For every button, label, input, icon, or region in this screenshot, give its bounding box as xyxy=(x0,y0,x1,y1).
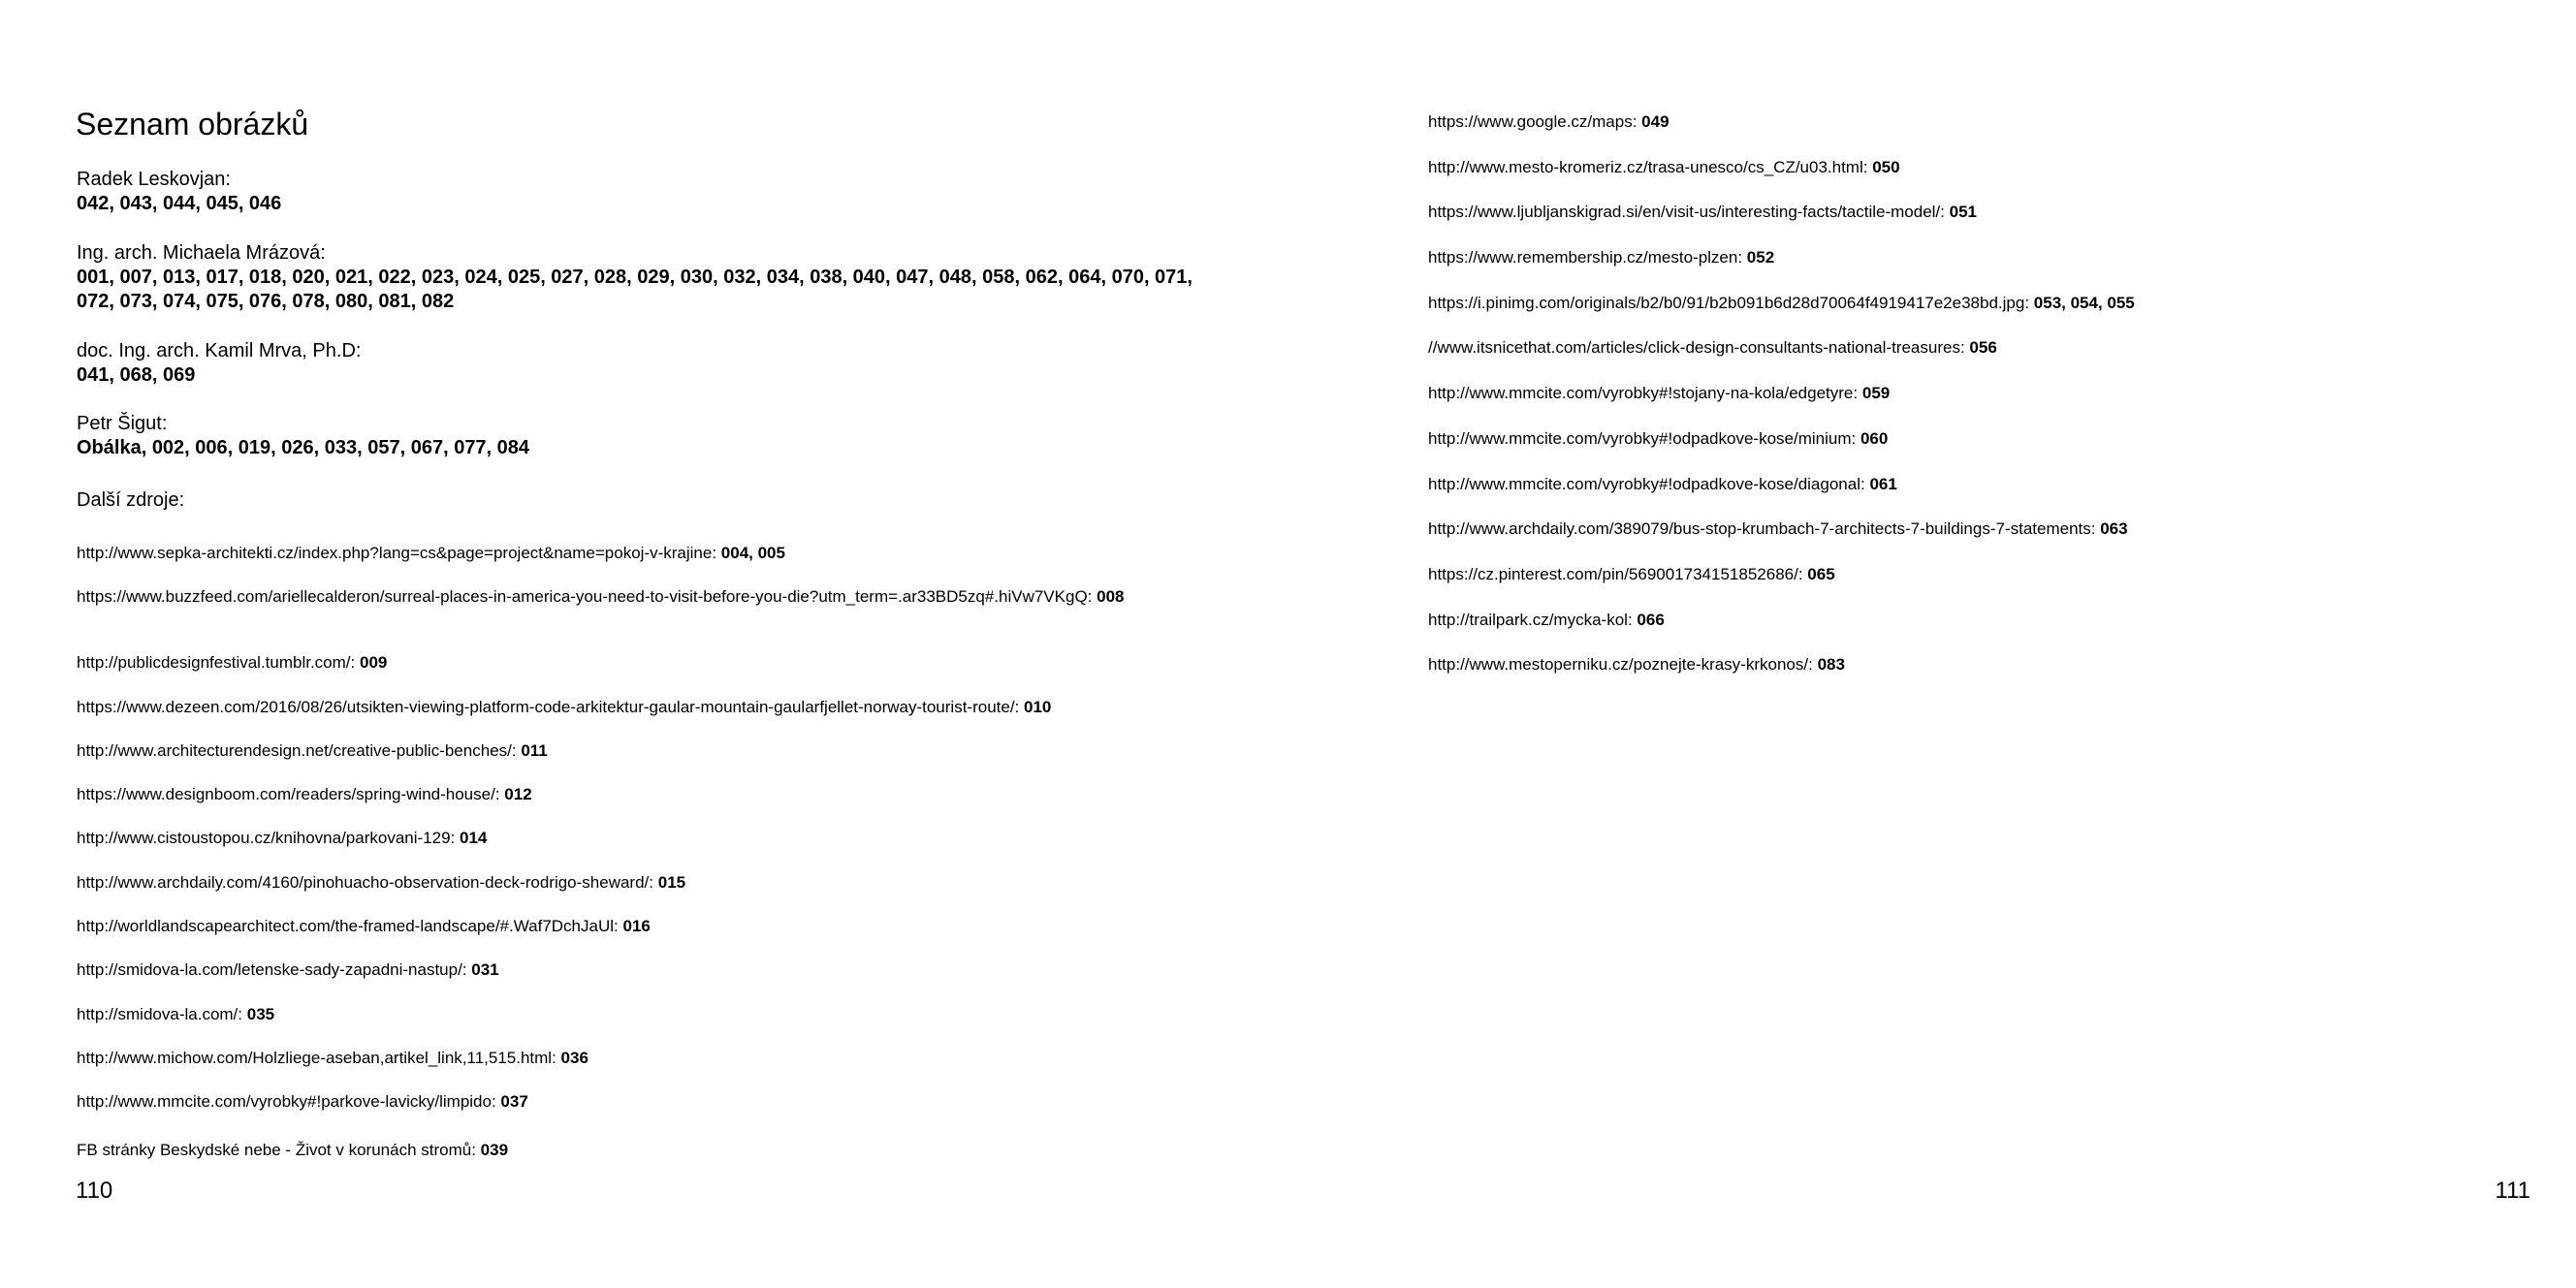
credit-name: Petr Šigut: xyxy=(77,413,168,434)
source-item xyxy=(1428,336,2543,382)
source-refs: 083 xyxy=(1817,655,1845,675)
source-item xyxy=(77,1047,1221,1090)
source-item xyxy=(77,827,1221,870)
source-url: https://i.pinimg.com/originals/b2/b0/91/b2b091b6d28d70064f4919417e2e38bd.jpg: xyxy=(1428,293,2030,312)
credit-name: Radek Leskovjan: xyxy=(77,169,231,190)
source-url: https://www.designboom.com/readers/spring-wind-house/: xyxy=(77,785,500,804)
source-refs: 037 xyxy=(500,1092,528,1112)
source-item xyxy=(77,585,1221,651)
source-refs: 012 xyxy=(504,785,532,804)
source-item xyxy=(77,1139,1221,1182)
source-url: https://cz.pinterest.com/pin/569001734151852686/: xyxy=(1428,564,1803,583)
source-item xyxy=(1428,653,2543,699)
right-page xyxy=(1288,0,2576,1288)
source-url: http://www.mesto-kromeriz.cz/trasa-unesco/cs_CZ/u03.html: xyxy=(1428,157,1868,176)
source-item xyxy=(1428,473,2543,518)
credit-numbers: 041, 068, 069 xyxy=(77,364,196,386)
source-refs: 050 xyxy=(1872,157,1900,176)
credit-entry xyxy=(77,339,1221,388)
source-url: http://www.archdaily.com/4160/pinohuacho-observation-deck-rodrigo-sheward/: xyxy=(77,872,653,892)
source-refs: 063 xyxy=(2100,519,2128,539)
source-url: http://www.mmcite.com/vyrobky#!odpadkove-kose/diagonal: xyxy=(1428,474,1865,493)
source-refs: 015 xyxy=(657,872,686,892)
source-item xyxy=(1428,110,2543,156)
source-refs: 008 xyxy=(1097,587,1125,607)
source-item xyxy=(1428,246,2543,292)
credit-name: doc. Ing. arch. Kamil Mrva, Ph.D: xyxy=(77,340,362,361)
source-item xyxy=(77,739,1221,783)
source-url: http://www.mmcite.com/vyrobky#!parkove-lavicky/limpido: xyxy=(77,1092,496,1112)
source-url: http://www.sepka-architekti.cz/index.php?lang=cs&page=project&name=pokoj-v-krajine: xyxy=(77,544,717,562)
source-url: http://www.cistoustopou.cz/knihovna/parkovani-129: xyxy=(77,829,456,848)
source-refs: 016 xyxy=(622,917,651,936)
source-refs: 035 xyxy=(246,1004,275,1023)
source-refs: 036 xyxy=(560,1048,588,1067)
source-refs: 052 xyxy=(1746,248,1775,267)
source-item xyxy=(77,783,1221,827)
page-number-left: 110 xyxy=(76,1178,113,1204)
source-refs: 010 xyxy=(1024,697,1052,716)
source-refs: 061 xyxy=(1869,474,1897,493)
source-item xyxy=(1428,609,2543,654)
source-item xyxy=(77,915,1221,958)
source-url: http://www.mestoperniku.cz/poznejte-krasy-krkonos/: xyxy=(1428,655,1813,675)
source-refs: 059 xyxy=(1861,384,1891,403)
source-url: //www.itsnicethat.com/articles/click-design-consultants-national-treasures: xyxy=(1428,338,1965,358)
source-url: http://trailpark.cz/mycka-kol: xyxy=(1428,610,1633,629)
source-item xyxy=(77,958,1221,1002)
source-item xyxy=(77,1090,1221,1134)
credit-name: Ing. arch. Michaela Mrázová: xyxy=(77,242,326,264)
source-refs: 014 xyxy=(460,829,488,848)
source-item xyxy=(77,1003,1221,1047)
page-title: Seznam obrázků xyxy=(76,107,309,141)
page-number-right: 111 xyxy=(2495,1178,2530,1204)
source-item xyxy=(1428,156,2543,202)
source-item xyxy=(1428,518,2543,563)
source-url: https://www.buzzfeed.com/ariellecalderon/surreal-places-in-america-you-need-to-visit-before-you-die?utm_term=.ar33BD5zq#.hiVw7VKgQ: xyxy=(77,587,1093,607)
source-item xyxy=(1428,292,2543,337)
source-refs: 060 xyxy=(1860,428,1889,448)
credit-entry xyxy=(77,241,1221,314)
source-refs: 031 xyxy=(471,960,499,980)
source-refs: 056 xyxy=(1969,338,1997,358)
source-url: http://smidova-la.com/: xyxy=(77,1004,243,1023)
sources-heading: Další zdroje: xyxy=(77,489,185,511)
source-refs: 009 xyxy=(359,653,388,673)
source-url: http://www.mmcite.com/vyrobky#!odpadkove-kose/minium: xyxy=(1428,428,1857,448)
source-refs: 053, 054, 055 xyxy=(2033,293,2135,312)
source-refs: 049 xyxy=(1641,112,1670,131)
source-url: http://www.archdaily.com/389079/bus-stop-krumbach-7-architects-7-buildings-7-statements: xyxy=(1428,519,2096,539)
sources-list-left xyxy=(77,542,1221,1182)
source-url: http://smidova-la.com/letenske-sady-zapadni-nastup/: xyxy=(77,960,467,980)
source-url: https://www.remembership.cz/mesto-plzen: xyxy=(1428,248,1743,267)
source-item xyxy=(1428,382,2543,427)
source-item xyxy=(77,542,1221,585)
source-item xyxy=(77,696,1221,739)
source-url: https://www.google.cz/maps: xyxy=(1428,112,1638,131)
credit-numbers: Obálka, 002, 006, 019, 026, 033, 057, 067, 077, 084 xyxy=(77,437,530,458)
sources-list-right xyxy=(1428,110,2543,699)
source-refs: 066 xyxy=(1637,610,1665,629)
source-url: http://publicdesignfestival.tumblr.com/: xyxy=(77,653,356,673)
source-item xyxy=(77,651,1221,695)
source-refs: 065 xyxy=(1807,564,1835,583)
source-refs: 039 xyxy=(480,1140,509,1159)
source-url: https://www.ljubljanskigrad.si/en/visit-us/interesting-facts/tactile-model/: xyxy=(1428,203,1945,222)
credit-numbers: 042, 043, 044, 045, 046 xyxy=(77,193,282,214)
credit-entry xyxy=(77,412,1221,460)
credit-numbers: 001, 007, 013, 017, 018, 020, 021, 022, 023, 024, 025, 027, 028, 029, 030, 032, 034, 038, 040, 047, 048, 058, 062, 064, 070, 071, 072, 073, 074, 075, 076, 078, 080, 081, 082 xyxy=(77,267,1193,312)
source-item xyxy=(1428,563,2543,609)
source-refs: 011 xyxy=(521,740,548,760)
source-item xyxy=(1428,427,2543,473)
source-refs: 004, 005 xyxy=(720,544,785,562)
source-item xyxy=(77,871,1221,915)
source-url: FB stránky Beskydské nebe - Život v korunách stromů: xyxy=(77,1140,476,1159)
credit-entry xyxy=(77,168,1221,216)
source-url: https://www.dezeen.com/2016/08/26/utsikten-viewing-platform-code-arkitektur-gaular-mountain-gaularfjellet-norway-tourist-route/: xyxy=(77,697,1020,716)
source-url: http://www.architecturendesign.net/creative-public-benches/: xyxy=(77,740,517,760)
source-url: http://www.mmcite.com/vyrobky#!stojany-na-kola/edgetyre: xyxy=(1428,384,1859,403)
source-url: http://www.michow.com/Holzliege-aseban,artikel_link,11,515.html: xyxy=(77,1048,557,1067)
source-url: http://worldlandscapearchitect.com/the-framed-landscape/#.Waf7DchJaUl: xyxy=(77,917,619,936)
source-refs: 051 xyxy=(1949,203,1977,222)
source-item xyxy=(1428,201,2543,246)
